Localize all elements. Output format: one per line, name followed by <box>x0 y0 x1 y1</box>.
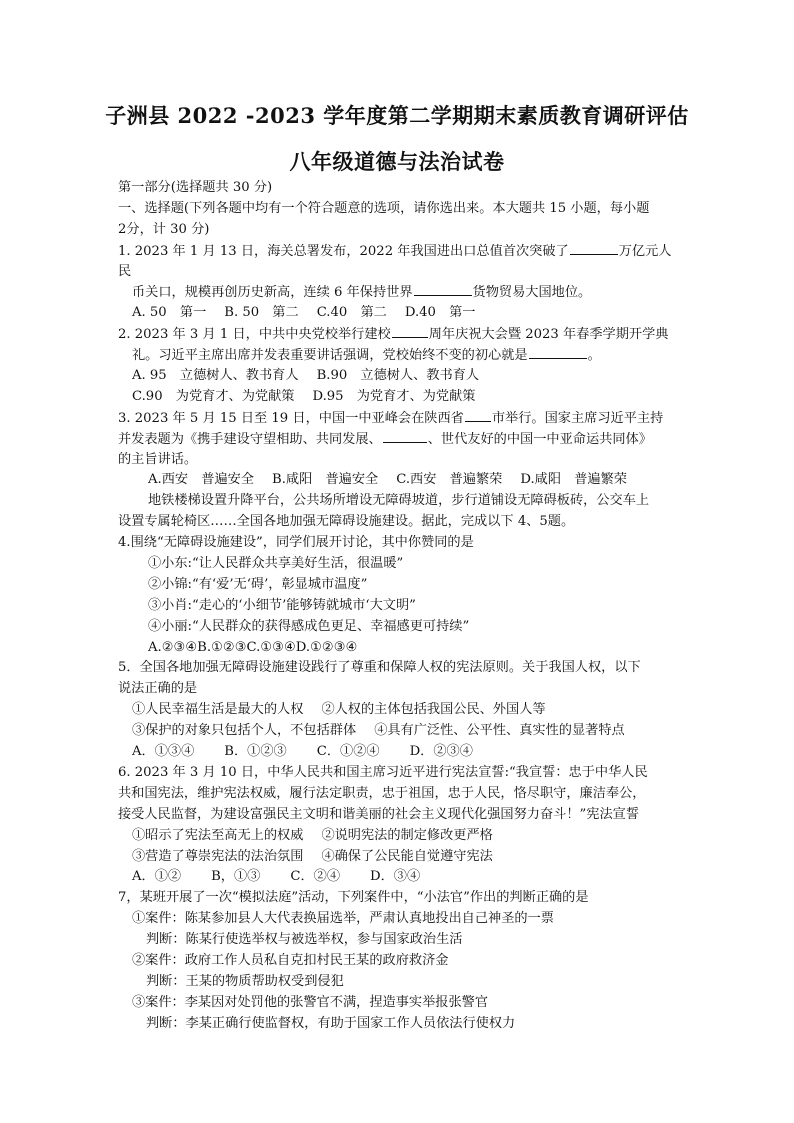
answer-blank <box>392 324 428 338</box>
question-3-line <box>118 408 703 429</box>
statement-2: ②小锦:“有‘爱’无‘碍’，彰显城市温度” <box>148 576 368 592</box>
option-c: C．②④ <box>290 869 341 885</box>
option-c: C.40 第二 <box>316 305 387 321</box>
question-text: 万亿元人 <box>618 243 672 259</box>
option-b: B. 50 第二 <box>224 305 299 321</box>
statement-3: ③营造了尊崇宪法的法治氛围 <box>132 848 304 864</box>
material-text: 设置专属轮椅区……全国各地加强无障碍设施建设。据此，完成以下 4、5题。 <box>118 514 575 530</box>
question-2-line <box>118 324 703 345</box>
question-4-stem: 4.围绕“无障碍设施建设”，同学们展开讨论，其中你赞同的是 <box>118 535 474 551</box>
part-heading: 第一部分(选择题共 30 分) <box>118 180 273 195</box>
option-b: B.咸阳 普遍安全 <box>272 472 379 488</box>
question-5-line: 说法正确的是 <box>118 681 198 697</box>
question-7-stem: 7，某班开展了一次“模拟法庭”活动，下列案件中，“小法官”作出的判断正确的是 <box>118 890 589 906</box>
option-c: C.西安 普遍繁荣 <box>396 472 503 488</box>
statement-4: ④确保了公民能自觉遵守宪法 <box>321 848 493 864</box>
exam-content <box>118 178 703 1035</box>
judgment-3: 判断：李某正确行使监督权，有助于国家工作人员依法行使权力 <box>146 1015 516 1031</box>
question-3-line <box>118 429 703 450</box>
statement-4: ④小丽:“人民群众的获得感成色更足、幸福感更可持续” <box>148 618 470 634</box>
option-b: B.90 立德树人、教书育人 <box>316 368 480 384</box>
question-text: 币关口，规模再创历史新高，连续 6 年保持世界 <box>132 285 413 301</box>
answer-blank <box>414 282 472 296</box>
question-1-options <box>118 303 703 324</box>
material-text: 地铁楼梯设置升降平台，公共场所增设无障碍坡道，步行道铺设无障碍板砖，公交车上 <box>148 493 650 509</box>
question-3-line: 的主旨讲话。 <box>118 451 198 467</box>
question-3-options <box>118 470 703 491</box>
statement-4: ④具有广泛性、公平性、真实性的显著特点 <box>374 723 625 739</box>
question-6-statements <box>118 826 703 847</box>
judgment-1: 判断：陈某行使选举权与被选举权，参与国家政治生活 <box>146 932 463 948</box>
statement-2: ②人权的主体包括我国公民、外国人等 <box>321 702 546 718</box>
answer-blank <box>570 241 618 255</box>
judgment-2: 判断：王某的物质帮助权受到侵犯 <box>146 973 344 989</box>
option-d: D．②③④ <box>409 744 473 760</box>
question-text: 2. 2023 年 3 月 1 日，中共中央党校举行建校 <box>118 327 391 343</box>
question-6-line: 共和国宪法，维护宪法权威，履行法定职责，忠于祖国，忠于人民，恪尽职守，廉洁奉公， <box>118 785 646 801</box>
option-c: C．①②④ <box>316 744 380 760</box>
question-2-options <box>118 366 703 387</box>
option-a: A.西安 普遍安全 <box>148 472 255 488</box>
statement-3: ③保护的对象只包括个人，不包括群体 <box>132 723 357 739</box>
question-text: 3. 2023 年 5 月 15 日至 19 日，中国一中亚峰会在陕西省 <box>118 410 464 426</box>
question-5-line: 5．全国各地加强无障碍设施建设践行了尊重和保障人权的宪法原则。关于我国人权，以下 <box>118 660 641 676</box>
statement-1: ①小东:“让人民群众共享美好生活，很温暖” <box>148 556 404 572</box>
option-b: B．①②③ <box>224 744 287 760</box>
option-d: D．③④ <box>370 869 421 885</box>
question-6-line: 接受人民监督，为建设富强民主文明和谐美丽的社会主义现代化强国努力奋斗！”宪法宣誓 <box>118 806 640 822</box>
statement-2: ②说明宪法的制定修改更严格 <box>321 827 493 843</box>
question-text: 周年庆祝大会暨 2023 年春季学期开学典 <box>428 327 669 343</box>
answer-blank <box>465 408 491 422</box>
question-5-options <box>118 742 703 763</box>
case-3: ③案件：李某因对处罚他的张警官不满，捏造事实举报张警官 <box>132 994 489 1010</box>
question-text: 货物贸易大国地位。 <box>472 285 592 301</box>
section-intro-line: 2分，计 30 分) <box>118 221 210 237</box>
option-a: A. 50 第一 <box>132 305 207 321</box>
question-5-statements <box>118 721 703 742</box>
option-d: D.95 为党育才、为党献策 <box>312 388 476 404</box>
question-1-line <box>118 241 703 262</box>
question-6-options <box>118 867 703 888</box>
question-5-statements <box>118 700 703 721</box>
question-text: 并发表题为《携手建设守望相助、共同发展、 <box>118 431 382 447</box>
exam-subtitle: 八年级道德与法治试卷 <box>289 149 505 174</box>
answer-blank <box>383 429 427 443</box>
option-d: D.40 第一 <box>404 305 476 321</box>
answer-blank <box>529 345 587 359</box>
question-4-options: A.②③④B.①②③C.①③④D.①②③④ <box>148 639 358 655</box>
question-text: 、世代友好的中国一中亚命运共同体》 <box>427 431 652 447</box>
case-1: ①案件：陈某参加县人大代表换届选举，严肃认真地投出自己神圣的一票 <box>132 911 554 927</box>
section-intro-line: 一、选择题(下列各题中均有一个符合题意的选项，请你选出来。本大题共 15 小题，每小题 <box>118 200 650 216</box>
option-c: C.90 为党育才、为党献策 <box>132 388 295 404</box>
question-text: 。 <box>587 348 601 364</box>
question-text: 市举行。国家主席习近平主持 <box>491 410 664 426</box>
option-a: A．①② <box>132 869 182 885</box>
option-a: A．①③④ <box>132 744 195 760</box>
question-text: 1. 2023 年 1 月 13 日，海关总署发布，2022 年我国进出口总值首次突破了 <box>118 243 569 259</box>
question-1-line <box>118 282 703 303</box>
option-a: A. 95 立德树人、教书育人 <box>132 368 299 384</box>
statement-1: ①人民幸福生活是最大的人权 <box>132 702 304 718</box>
question-2-line <box>118 345 703 366</box>
question-6-statements <box>118 847 703 868</box>
option-d: D.咸阳 普遍繁荣 <box>520 472 627 488</box>
statement-3: ③小肖:“走心的‘小细节’能够铸就城市‘大文明” <box>148 597 416 613</box>
statement-1: ①昭示了宪法至高无上的权威 <box>132 827 304 843</box>
case-2: ②案件：政府工作人员私自克扣村民王某的政府救济金 <box>132 952 449 968</box>
question-6-line: 6. 2023 年 3 月 10 日，中华人民共和国主席习近平进行宪法宣誓:“我宣誓：忠于中华人民 <box>118 764 648 780</box>
option-b: B，①③ <box>211 869 261 885</box>
exam-title: 子洲县 2022 -2023 学年度第二学期期末素质教育调研评估 <box>105 103 689 128</box>
question-text: 礼。习近平主席出席并发表重要讲话强调，党校始终不变的初心就是 <box>132 348 528 364</box>
question-2-options <box>118 387 703 408</box>
question-1-line: 民 <box>118 263 132 279</box>
